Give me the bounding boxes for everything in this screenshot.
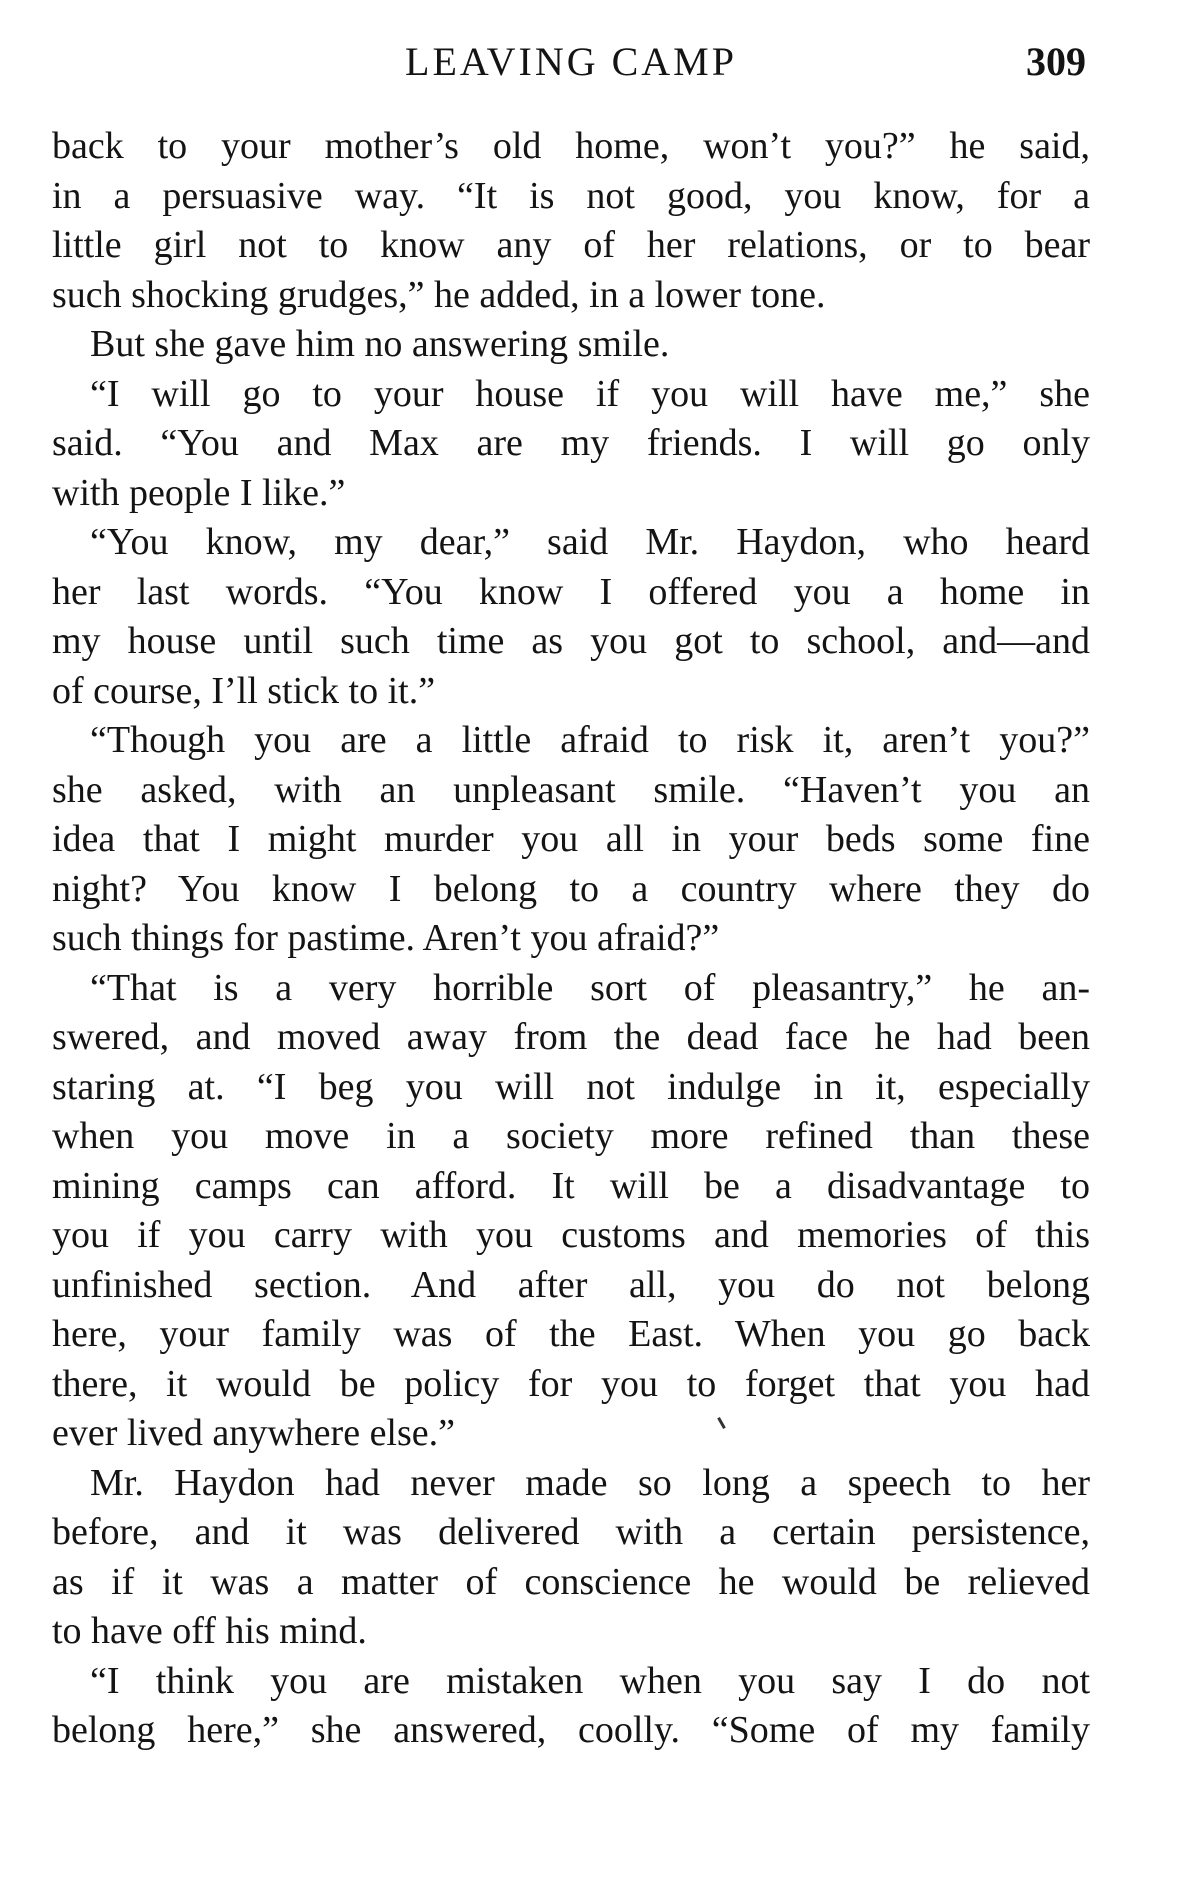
- text-line: unfinished section. And after all, you do not belong: [52, 1263, 1090, 1306]
- text-line: she asked, with an unpleasant smile. “Haven’t you an: [52, 768, 1090, 811]
- text-line: with people I like.”: [52, 471, 346, 514]
- text-line: staring at. “I beg you will not indulge in it, especially: [52, 1065, 1090, 1108]
- page-number: 309: [1026, 39, 1086, 84]
- text-line: “I think you are mistaken when you say I do not: [90, 1659, 1090, 1702]
- text-line: there, it would be policy for you to forget that you had: [52, 1362, 1090, 1405]
- text-line: idea that I might murder you all in your beds some fine: [52, 818, 1090, 860]
- text-line: in a persuasive way. “It is not good, you know, for a: [52, 174, 1090, 217]
- running-head: LEAVING CAMP: [405, 39, 737, 84]
- text-line: “I will go to your house if you will have me,” she: [90, 372, 1090, 415]
- text-line: night? You know I belong to a country where they do: [52, 867, 1090, 910]
- text-line: such shocking grudges,” he added, in a lower tone.: [52, 273, 826, 316]
- text-line: swered, and moved away from the dead face he had been: [52, 1016, 1090, 1058]
- text-line: such things for pastime. Aren’t you afraid?”: [52, 917, 720, 959]
- text-line: Mr. Haydon had never made so long a speech to her: [90, 1461, 1090, 1504]
- text-line: her last words. “You know I offered you a home in: [52, 570, 1090, 613]
- text-line: here, your family was of the East. When you go back: [52, 1313, 1090, 1355]
- text-line: of course, I’ll stick to it.”: [52, 669, 436, 712]
- text-line: my house until such time as you got to school, and—and: [52, 620, 1090, 662]
- text-line: “That is a very horrible sort of pleasantry,” he an-: [90, 966, 1090, 1009]
- text-line: said. “You and Max are my friends. I will go only: [52, 422, 1090, 464]
- text-line: mining camps can afford. It will be a disadvantage to: [52, 1164, 1090, 1207]
- text-line: you if you carry with you customs and memories of this: [52, 1214, 1090, 1256]
- text-line: But she gave him no answering smile.: [90, 323, 670, 365]
- text-line: as if it was a matter of conscience he would be relieved: [52, 1560, 1090, 1603]
- text-line: belong here,” she answered, coolly. “Some of my family: [52, 1709, 1090, 1751]
- text-line: to have off his mind.: [52, 1610, 367, 1652]
- text-line: “Though you are a little afraid to risk it, aren’t you?”: [90, 719, 1090, 761]
- text-line: back to your mother’s old home, won’t you?” he said,: [52, 125, 1090, 167]
- body-text: [52, 122, 1090, 1756]
- text-line: little girl not to know any of her relations, or to bear: [52, 224, 1090, 266]
- text-line: when you move in a society more refined than these: [52, 1115, 1090, 1157]
- text-line: before, and it was delivered with a certain persistence,: [52, 1511, 1090, 1553]
- text-line: ever lived anywhere else.”: [52, 1412, 456, 1454]
- page-header: [52, 32, 1090, 92]
- text-line: “You know, my dear,” said Mr. Haydon, who heard: [90, 521, 1090, 563]
